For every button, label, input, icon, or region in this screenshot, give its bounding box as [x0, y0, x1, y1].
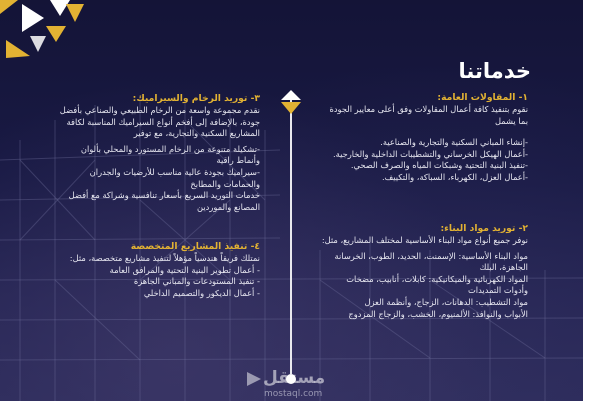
section-line: -إنشاء المباني السكنية والتجارية والصناعية. — [380, 137, 528, 148]
section-line: بما يشمل — [494, 115, 528, 126]
section-line: والحمامات والمطابخ — [190, 178, 260, 189]
watermark-url: mostaql.com — [264, 389, 323, 399]
section-line: جودة، بالإضافة إلى أفخم أنواع السيراميك المناسبة لكافة — [66, 116, 260, 127]
section-line: -تنفيذ البنية التحتية وشبكات المياه والصرف الصحي. — [350, 160, 528, 171]
page-title: خدماتنا — [458, 59, 531, 83]
section-line: نقدم مجموعة واسعة من الرخام الطبيعي والصناعي بأفضل — [59, 105, 260, 115]
section-heading: ٤- تنفيذ المشاريع المتخصصة — [130, 241, 260, 252]
section-line: مواد التشطيب: الدهانات، الزجاج، وأنظمة العزل — [364, 296, 528, 307]
section-line: الأبواب والنوافذ: الألمنيوم، الخشب، والزجاج المزدوج — [348, 308, 528, 319]
section-line: نوفر جميع أنواع مواد البناء الأساسية لمختلف المشاريع، مثل: — [321, 235, 528, 245]
section-line: خدمات التوريد السريع بأسعار تنافسية وشراكة مع أفضل — [68, 190, 260, 201]
section-line: المواد الكهربائية والميكانيكية: كابلات، أنابيب، مضخات — [346, 273, 528, 284]
section-line: -أعمال الهيكل الخرساني والتشطيبات الداخلية والخارجية. — [333, 148, 528, 159]
section-line: - أعمال تطوير البنية التحتية والمرافق العامة — [109, 264, 260, 275]
section-line: مواد البناء الأساسية: الإسمنت، الحديد، الطوب، الخرسانة — [334, 250, 528, 261]
section-line: - أعمال الديكور والتصميم الداخلي — [143, 287, 260, 298]
timeline-end-dot — [286, 374, 296, 384]
section-heading: ١- المقاولات العامة: — [437, 92, 528, 103]
section-line: المصانع والموردين — [197, 201, 260, 212]
triangle-pattern-logo-icon — [0, 0, 100, 62]
section-line: -أعمال العزل، الكهرباء، السباكة، والتكييف. — [381, 171, 528, 182]
section-line: وأدوات التمديدات — [467, 285, 528, 296]
section-line: وأنماط راقية — [216, 155, 260, 166]
section-line: نقوم بتنفيذ كافة أعمال المقاولات وفق أعلى معايير الجودة — [329, 104, 528, 114]
section-line: الجاهزة، البلك — [479, 262, 528, 273]
section-marble-ceramic — [8, 92, 260, 213]
section-general-contracting — [273, 91, 528, 184]
section-heading: ٣- توريد الرخام والسيراميك: — [132, 93, 260, 104]
section-line: نمتلك فريقاً هندسياً مؤهلاً لتنفيذ مشاريع متخصصة، مثل: — [69, 253, 260, 263]
section-line: المشاريع السكنية والتجارية، مع توفير — [133, 128, 260, 139]
section-line: -تشكيلة متنوعة من الرخام المستورد والمحلي بألوان — [80, 143, 260, 154]
section-specialized-projects — [8, 240, 260, 299]
section-line: -سيراميك بجودة عالية مناسب للأرضيات والجدران — [89, 166, 260, 177]
section-heading: ٢- توريد مواد البناء: — [440, 223, 528, 234]
watermark-name: مستقل — [263, 368, 326, 388]
section-building-materials — [273, 222, 528, 320]
section-line: - تنفيذ المستودعات والمباني الجاهزة — [133, 276, 260, 287]
